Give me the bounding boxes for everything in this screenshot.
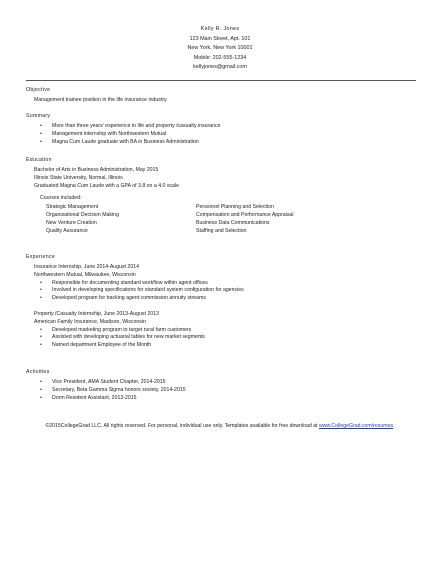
address-line-1: 123 Main Street, Apt. 101 — [189, 35, 251, 42]
list-item: • Secretary, Beta Gamma Sigma honors society, 2014-2015 — [46, 387, 416, 395]
footer-text: ©2015CollegeGrad LLC. All rights reserved. For personal, individual use only. Templates available for free download at — [45, 423, 319, 429]
list-item: • Assisted with developing actuarial tables for new market segments — [46, 334, 416, 342]
list-item: • Magna Cum Laude graduate with BA in Business Administration — [46, 139, 416, 147]
job-company: American Family Insurance, Madison, Wisconsin — [34, 318, 146, 325]
objective-text: Management trainee position in the life insurance industry. — [34, 97, 168, 103]
list-item: • Management internship with Northwestern Mutual — [46, 131, 416, 139]
summary-list — [26, 123, 416, 146]
job-title: Insurance Internship, June 2014-August 2014 — [34, 264, 139, 270]
list-item: • Involved in developing specifications for standard system configuration for agencies — [46, 287, 416, 295]
school-line: Illinois State University, Normal, Illinois — [34, 174, 123, 181]
experience-title: Experience — [26, 254, 55, 260]
job-duties-list — [26, 327, 416, 350]
address-line-2: New York, New York 10001 — [187, 45, 253, 52]
summary-title: Summary — [26, 113, 51, 119]
list-item: • Responsible for documenting standard workflow within agent offices — [46, 280, 416, 288]
activities-list — [26, 379, 416, 402]
job-company: Northwestern Mutual, Milwaukee, Wisconsin — [34, 271, 136, 278]
footer-end: . — [393, 423, 395, 429]
course-item: Organizational Decision Making — [46, 212, 119, 219]
education-title: Education — [26, 157, 52, 163]
course-item: Compensation and Performance Appraisal — [196, 212, 294, 219]
job-title: Property /Casualty Internship, June 2013-August 2013 — [34, 310, 159, 317]
mobile-number: Mobile: 202-555-1234 — [193, 54, 247, 61]
course-item: Quality Assurance — [46, 228, 88, 235]
experience-section — [26, 254, 416, 350]
objective-section — [26, 87, 416, 105]
collegegrad-link[interactable]: www.CollegeGrad.com/resumes — [318, 423, 394, 429]
list-item: • More than three years' experience in life and property /casualty insurance — [46, 123, 416, 131]
courses-label: Courses included: — [40, 195, 82, 202]
job-duties-list — [26, 280, 416, 303]
contact-header — [0, 25, 440, 73]
list-item: • Named department Employee of the Month — [46, 342, 416, 350]
course-item: Business Data Communications — [196, 220, 270, 227]
email-address: kellyjones@gmail.com — [193, 64, 247, 71]
activities-title: Activities — [26, 369, 50, 375]
activities-section — [26, 369, 416, 402]
list-item: • Vice President, AMA Student Chapter, 2014-2015 — [46, 379, 416, 387]
education-section — [26, 157, 416, 235]
summary-section — [26, 113, 416, 146]
header-divider — [26, 80, 416, 81]
list-item: • Developed program for tracking agent commission annuity streams — [46, 295, 416, 303]
course-item: Strategic Management — [46, 204, 99, 211]
degree-line: Bachelor of Arts in Business Administration, May 2015 — [34, 167, 159, 173]
objective-title: Objective — [26, 87, 51, 93]
honors-line: Graduated Magna Cum Laude with a GPA of 3.8 on a 4.0 scale — [34, 182, 179, 189]
course-item: Staffing and Selection — [196, 228, 247, 235]
candidate-name: Kelly R. Jones — [200, 26, 240, 32]
course-item: New Venture Creation — [46, 220, 97, 227]
copyright-footer — [0, 423, 440, 429]
course-item: Personnel Planning and Selection — [196, 204, 274, 211]
list-item: • Developed marketing program to target rural farm customers — [46, 327, 416, 335]
list-item: • Dorm Resident Assistant, 2013-2015 — [46, 395, 416, 403]
courses-grid — [26, 203, 416, 235]
